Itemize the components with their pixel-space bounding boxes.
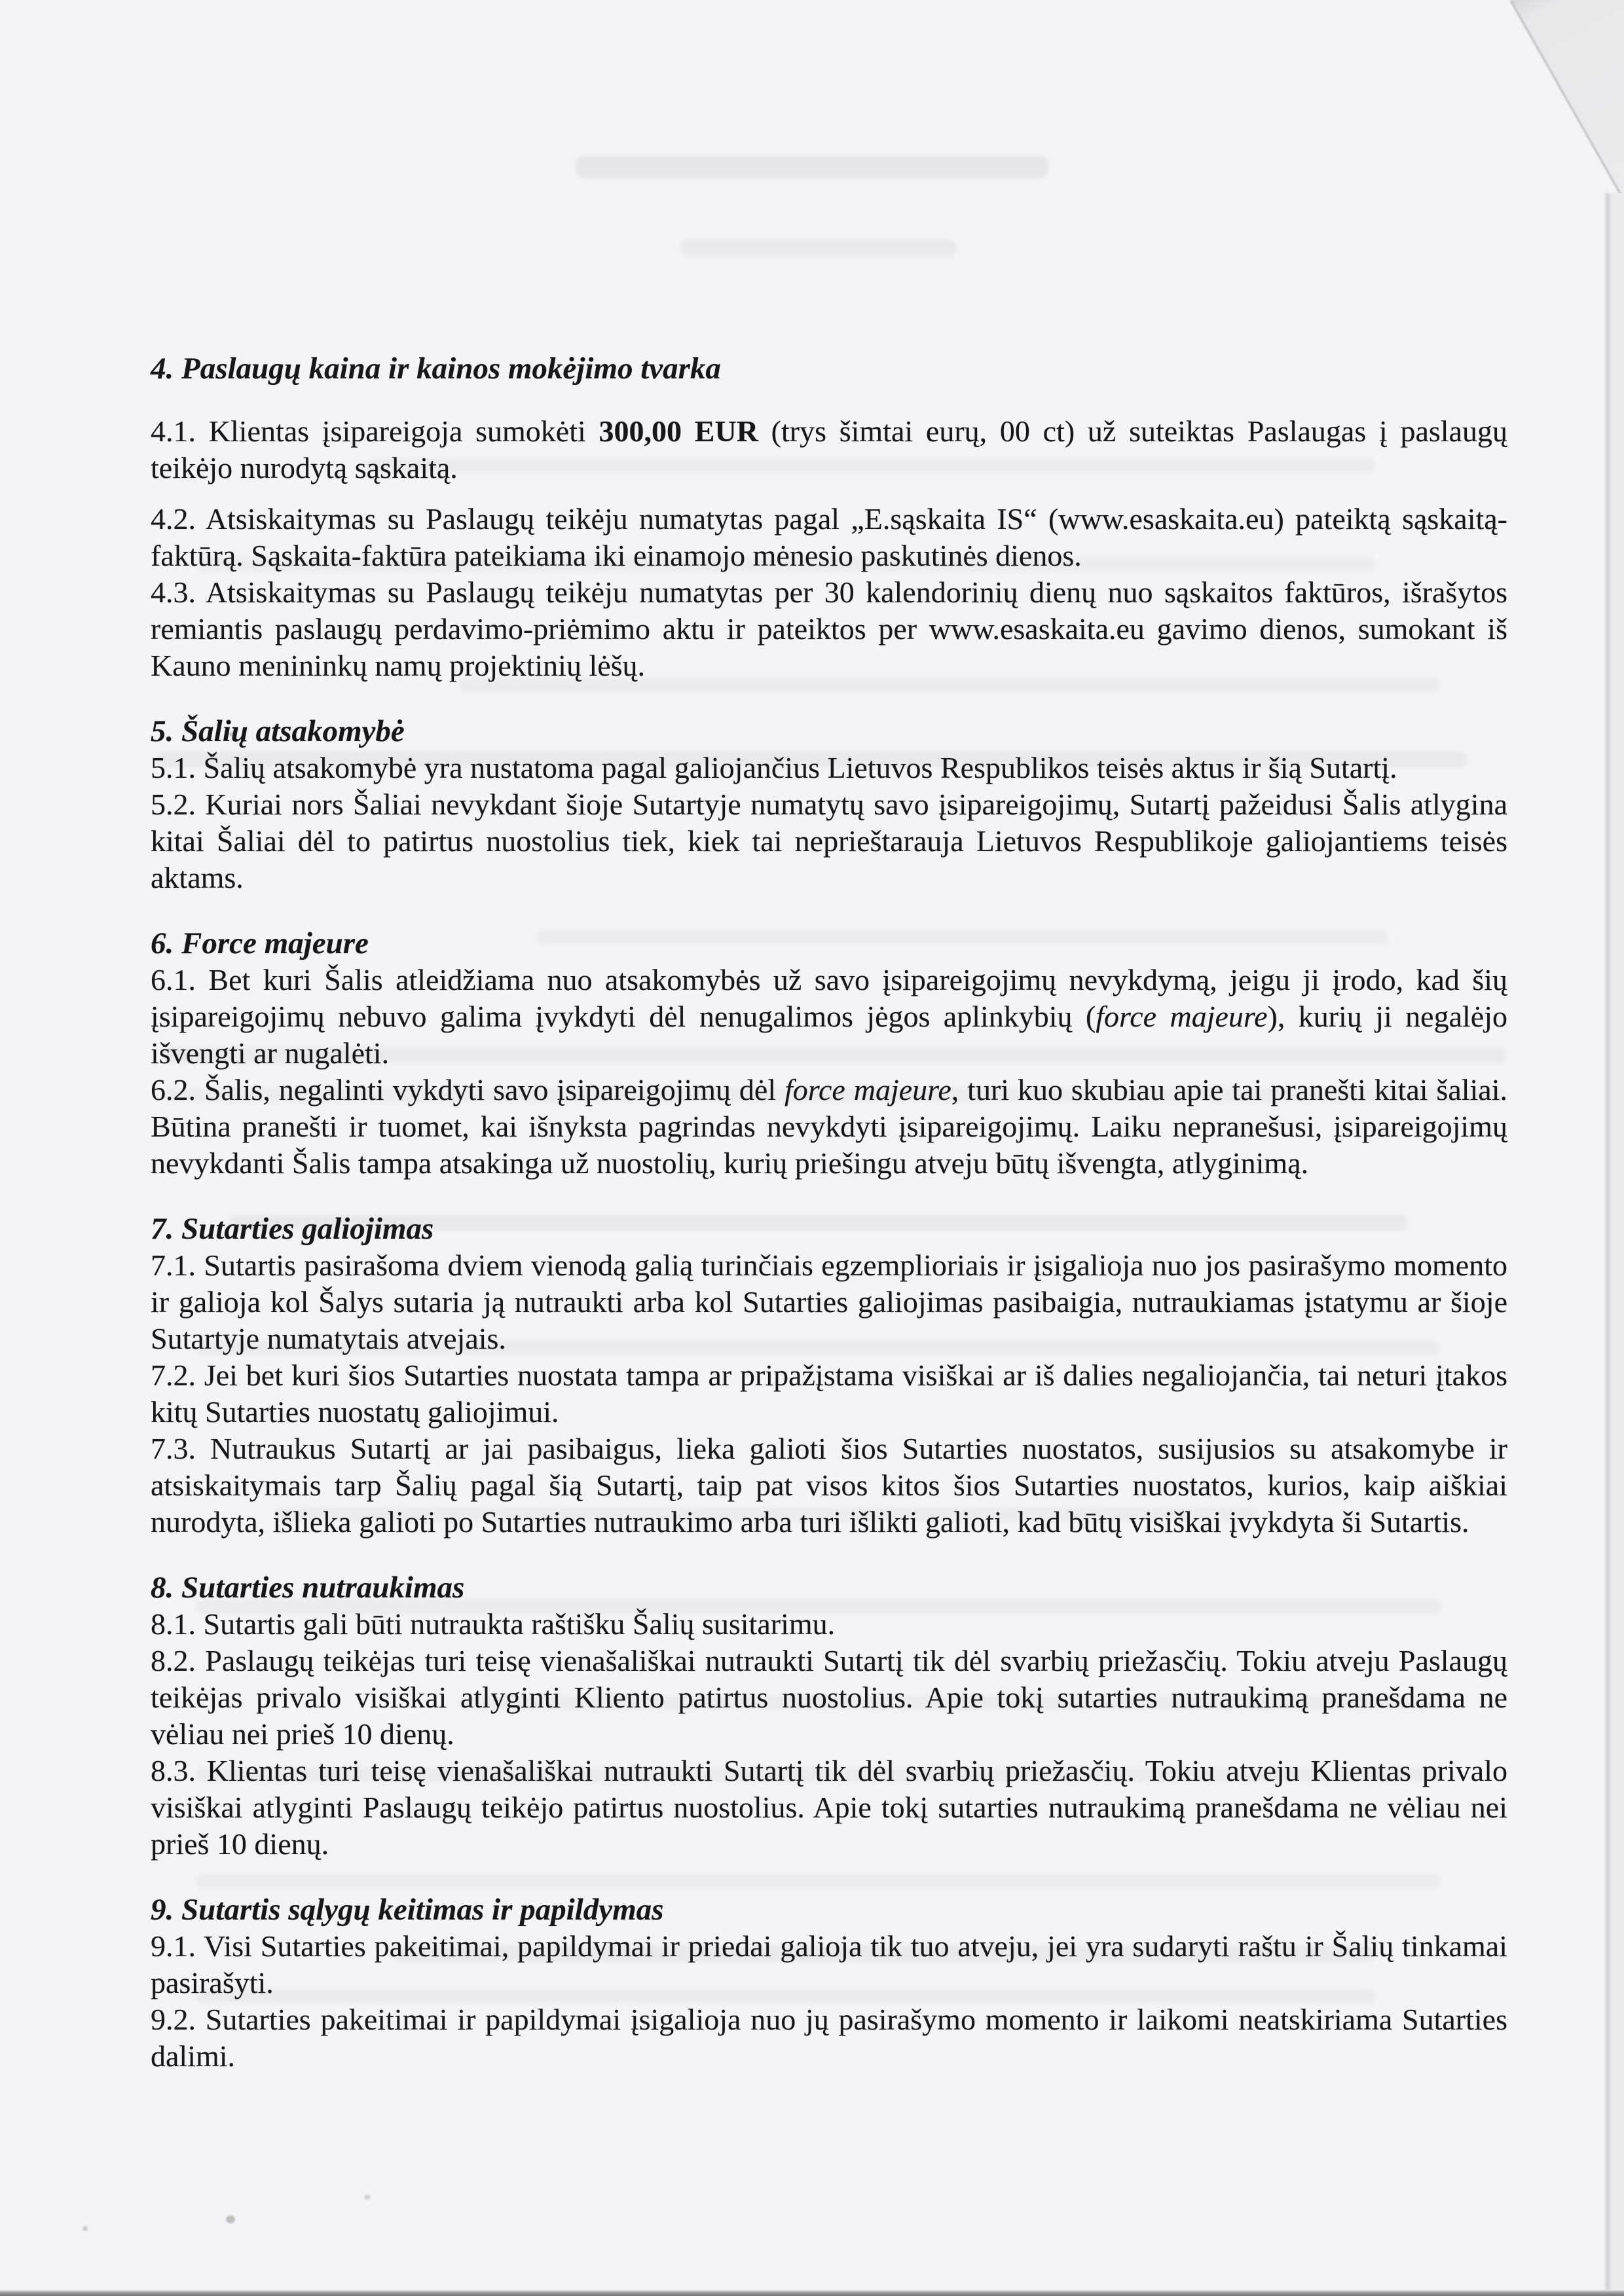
contract-clause [151,750,1507,786]
text-run: 6.1. Bet kuri Šalis atleidžiama nuo atsakomybės už savo įsipareigojimų nevykdymą, jeigu ji įrodo, kad šių įsipareigojimų nebuvo galima įvykdyti dėl nenugalimos jėgos aplinkybių ( [151,963,1507,1033]
section-heading: 5. Šalių atsakomybė [151,714,405,748]
text-run: , turi kuo skubiau apie tai pranešti kitai šaliai. Būtina pranešti ir tuomet, kai išnyksta pagrindas nevykdyti įsipareigojimų. Laiku nepranešusi, įsipareigojimų nevykdanti Šalis tampa atsakinga už nuostolių, kurių priešingu atveju būtų išvengta, atlyginimą. [151,1073,1507,1180]
section-heading: 9. Sutartis sąlygų keitimas ir papildymas [151,1893,664,1927]
section-heading: 6. Force majeure [151,926,369,960]
contract-clause [151,1430,1507,1540]
contract-section [151,1569,1507,1863]
text-run: 7.2. Jei bet kuri šios Sutarties nuostata tampa ar pripažįstama visiškai ar iš dalies negaliojančia, tai neturi įtakos kitų Sutarties nuostatų galiojimui. [151,1358,1507,1429]
text-run: 4.3. Atsiskaitymas su Paslaugų teikėju numatytas per 30 kalendorinių dienų nuo sąskaitos faktūros, išrašytos remiantis paslaugų perdavimo-priėmimo aktu ir pateiktos per www.esaskaita.eu gavimo dienos, sumokant iš Kauno menininkų namų projektinių lėšų. [151,575,1507,682]
contract-clause [151,574,1507,684]
text-run: 9.1. Visi Sutarties pakeitimai, papildymai ir priedai galioja tik tuo atveju, jei yra sudaryti raštu ir Šalių tinkamai pasirašyti. [151,1929,1507,1999]
text-run: 8.3. Klientas turi teisę vienašališkai nutraukti Sutartį tik dėl svarbių priežasčių. Tokiu atveju Klientas privalo visiškai atlyginti Paslaugų teikėjo patirtus nuostolius. Apie tokį sutarties nutraukimą pranešdama ne vėliau nei prieš 10 dienų. [151,1754,1507,1861]
contract-clause [151,501,1507,574]
bleed-through-line [576,156,1048,178]
contract-clause [151,1072,1507,1182]
text-run: 7.3. Nutraukus Sutartį ar jai pasibaigus, lieka galioti šios Sutarties nuostatos, susijusios su atsakomybe ir atsiskaitymais tarp Šalių pagal šią Sutartį, taip pat visos kitos šios Sutarties nuostatos, kurios, kaip aiškiai nurodyta, išlieka galioti po Sutarties nutraukimo arba turi išlikti galioti, kad būtų visiškai įvykdyta ši Sutartis. [151,1432,1507,1539]
text-run: 4.1. Klientas įsipareigoja sumokėti [151,414,599,448]
contract-section [151,713,1507,896]
text-run: 300,00 EUR [599,414,758,448]
text-run: force majeure [784,1073,951,1106]
contract-clause [151,1928,1507,2001]
contract-clause [151,1643,1507,1753]
bleed-through-line [681,240,956,257]
text-run: 9.2. Sutarties pakeitimai ir papildymai įsigalioja nuo jų pasirašymo momento ir laikomi neatskiriama Sutarties dalimi. [151,2003,1507,2073]
contract-clause [151,786,1507,896]
contract-clause [151,2001,1507,2075]
text-run: 6.2. Šalis, negalinti vykdyti savo įsipareigojimų dėl [151,1073,785,1106]
text-run: ), kurių ji negalėjo išvengti ar nugalėti. [151,1000,1507,1070]
scanner-background-strip [1610,193,1624,2289]
contract-body [151,350,1507,2075]
contract-clause [151,1606,1507,1643]
text-run: 5.2. Kuriai nors Šaliai nevykdant šioje Sutartyje numatytų savo įsipareigojimų, Sutartį pažeidusi Šalis atlygina kitai Šaliai dėl to patirtus nuostolius tiek, kiek tai neprieštarauja Lietuvos Respublikoje galiojantiems teisės aktams. [151,788,1507,894]
section-heading: 8. Sutarties nutraukimas [151,1571,465,1605]
contract-clause [151,962,1507,1072]
contract-section [151,1211,1507,1540]
contract-clause [151,1753,1507,1863]
text-run: 8.2. Paslaugų teikėjas turi teisę vienašališkai nutraukti Sutartį tik dėl svarbių priežasčių. Tokiu atveju Paslaugų teikėjas privalo visiškai atlyginti Kliento patirtus nuostolius. Apie tokį sutarties nutraukimą pranešdama ne vėliau nei prieš 10 dienų. [151,1644,1507,1751]
text-run: (trys šimtai eurų, 00 ct) už suteiktas Paslaugas į paslaugų teikėjo nurodytą sąskaitą. [151,414,1508,484]
text-run: 8.1. Sutartis gali būti nutraukta raštišku Šalių susitarimu. [151,1607,836,1641]
text-run: 5.1. Šalių atsakomybė yra nustatoma pagal galiojančius Lietuvos Respublikos teisės aktus ir šią Sutartį. [151,751,1397,784]
contract-clause [151,1247,1507,1357]
section-heading: 7. Sutarties galiojimas [151,1212,434,1246]
paper-edge-shadow [1606,193,1610,2289]
contract-section [151,350,1507,684]
contract-section [151,1891,1507,2075]
dust-speck [364,2195,371,2200]
contract-clause [151,1357,1507,1430]
scanner-bottom-edge [0,2289,1624,2296]
contract-clause [151,413,1507,486]
contract-section [151,925,1507,1182]
text-run: force majeure [1096,1000,1268,1033]
text-run: 7.1. Sutartis pasirašoma dviem vienodą galią turinčiais egzemplioriais ir įsigalioja nuo jos pasirašymo momento ir galioja kol Šalys sutaria ją nutraukti arba kol Sutarties galiojimas pasibaigia, nutraukiamas įstatymu ar šioje Sutartyje numatytais atvejais. [151,1248,1507,1355]
section-heading: 4. Paslaugų kaina ir kainos mokėjimo tvarka [151,352,721,386]
dust-speck [83,2226,88,2231]
dust-speck [226,2215,235,2223]
text-run: 4.2. Atsiskaitymas su Paslaugų teikėju numatytas pagal „E.sąskaita IS“ (www.esaskaita.eu) pateiktą sąskaitą-faktūrą. Sąskaita-faktūra pateikiama iki einamojo mėnesio paskutinės dienos. [151,502,1507,572]
